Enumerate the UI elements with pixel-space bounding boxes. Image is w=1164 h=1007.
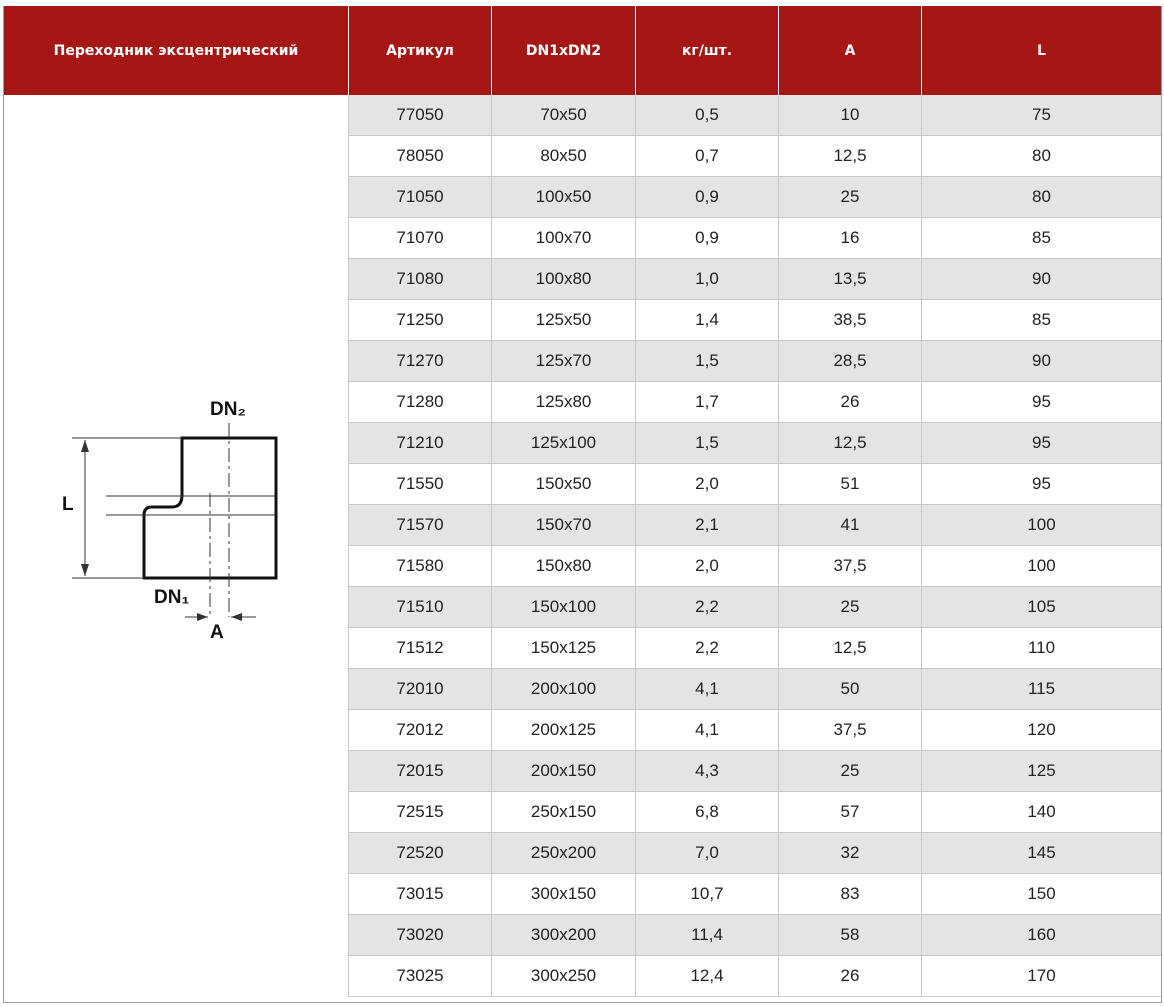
l-cell: 150 xyxy=(921,874,1161,914)
weight-cell: 2,2 xyxy=(635,587,778,627)
weight-cell: 0,9 xyxy=(635,218,778,258)
header-a: A xyxy=(778,6,921,95)
dn-cell: 200x100 xyxy=(491,669,635,709)
a-cell: 28,5 xyxy=(778,341,921,381)
dn-cell: 250x150 xyxy=(491,792,635,832)
table-row xyxy=(348,136,1161,177)
l-cell: 100 xyxy=(921,546,1161,586)
l-cell: 125 xyxy=(921,751,1161,791)
a-cell: 51 xyxy=(778,464,921,504)
l-cell: 90 xyxy=(921,341,1161,381)
weight-cell: 6,8 xyxy=(635,792,778,832)
a-cell: 13,5 xyxy=(778,259,921,299)
l-cell: 80 xyxy=(921,136,1161,176)
dn-cell: 125x80 xyxy=(491,382,635,422)
dn-cell: 125x50 xyxy=(491,300,635,340)
table-header xyxy=(4,6,1161,95)
table-row xyxy=(348,505,1161,546)
l-cell: 140 xyxy=(921,792,1161,832)
article-cell: 73025 xyxy=(348,956,491,996)
weight-cell: 1,7 xyxy=(635,382,778,422)
a-cell: 12,5 xyxy=(778,423,921,463)
article-cell: 78050 xyxy=(348,136,491,176)
l-cell: 80 xyxy=(921,177,1161,217)
l-cell: 75 xyxy=(921,95,1161,135)
weight-cell: 1,5 xyxy=(635,423,778,463)
table-row xyxy=(348,95,1161,136)
weight-cell: 2,0 xyxy=(635,546,778,586)
a-cell: 37,5 xyxy=(778,546,921,586)
a-cell: 16 xyxy=(778,218,921,258)
reducer-diagram xyxy=(40,395,300,655)
a-cell: 26 xyxy=(778,956,921,996)
weight-cell: 12,4 xyxy=(635,956,778,996)
header-l: L xyxy=(921,6,1161,95)
l-cell: 110 xyxy=(921,628,1161,668)
dn-cell: 70x50 xyxy=(491,95,635,135)
weight-cell: 0,9 xyxy=(635,177,778,217)
table-row xyxy=(348,874,1161,915)
table-row xyxy=(348,915,1161,956)
a-cell: 37,5 xyxy=(778,710,921,750)
a-cell: 58 xyxy=(778,915,921,955)
table-row xyxy=(348,792,1161,833)
weight-cell: 1,0 xyxy=(635,259,778,299)
l-cell: 95 xyxy=(921,423,1161,463)
header-dn: DN1xDN2 xyxy=(491,6,635,95)
l-cell: 95 xyxy=(921,382,1161,422)
dn-cell: 300x200 xyxy=(491,915,635,955)
article-cell: 71080 xyxy=(348,259,491,299)
article-cell: 72520 xyxy=(348,833,491,873)
dn-cell: 100x50 xyxy=(491,177,635,217)
article-cell: 77050 xyxy=(348,95,491,135)
table-row xyxy=(348,423,1161,464)
l-cell: 170 xyxy=(921,956,1161,996)
table-row xyxy=(348,300,1161,341)
weight-cell: 1,5 xyxy=(635,341,778,381)
l-cell: 120 xyxy=(921,710,1161,750)
dn-cell: 80x50 xyxy=(491,136,635,176)
a-cell: 50 xyxy=(778,669,921,709)
table-row xyxy=(348,546,1161,587)
table-row xyxy=(348,956,1161,997)
a-cell: 25 xyxy=(778,587,921,627)
a-cell: 57 xyxy=(778,792,921,832)
article-cell: 71570 xyxy=(348,505,491,545)
a-label: A xyxy=(210,622,224,643)
dn-cell: 150x50 xyxy=(491,464,635,504)
l-cell: 85 xyxy=(921,218,1161,258)
dn-cell: 200x125 xyxy=(491,710,635,750)
eccentric-reducer-drawing xyxy=(40,395,300,655)
article-cell: 71270 xyxy=(348,341,491,381)
a-cell: 83 xyxy=(778,874,921,914)
weight-cell: 4,1 xyxy=(635,669,778,709)
article-cell: 71280 xyxy=(348,382,491,422)
table-row xyxy=(348,710,1161,751)
a-cell: 38,5 xyxy=(778,300,921,340)
dn1-label: DN₁ xyxy=(154,587,190,608)
weight-cell: 11,4 xyxy=(635,915,778,955)
dn-cell: 300x150 xyxy=(491,874,635,914)
article-cell: 72515 xyxy=(348,792,491,832)
dn-cell: 100x70 xyxy=(491,218,635,258)
dn-cell: 150x80 xyxy=(491,546,635,586)
article-cell: 72012 xyxy=(348,710,491,750)
a-cell: 25 xyxy=(778,177,921,217)
a-cell: 12,5 xyxy=(778,628,921,668)
a-cell: 12,5 xyxy=(778,136,921,176)
l-cell: 95 xyxy=(921,464,1161,504)
table-row xyxy=(348,669,1161,710)
header-product-name: Переходник эксцентрический xyxy=(53,42,299,59)
l-cell: 90 xyxy=(921,259,1161,299)
table-row xyxy=(348,382,1161,423)
weight-cell: 2,2 xyxy=(635,628,778,668)
l-cell: 160 xyxy=(921,915,1161,955)
table-row xyxy=(348,751,1161,792)
table-row xyxy=(348,587,1161,628)
table-row xyxy=(348,341,1161,382)
dn-cell: 100x80 xyxy=(491,259,635,299)
article-cell: 71250 xyxy=(348,300,491,340)
weight-cell: 4,3 xyxy=(635,751,778,791)
a-cell: 25 xyxy=(778,751,921,791)
article-cell: 71550 xyxy=(348,464,491,504)
dn-cell: 125x70 xyxy=(491,341,635,381)
article-cell: 71512 xyxy=(348,628,491,668)
dn-cell: 150x125 xyxy=(491,628,635,668)
a-cell: 10 xyxy=(778,95,921,135)
a-cell: 41 xyxy=(778,505,921,545)
l-cell: 145 xyxy=(921,833,1161,873)
article-cell: 71580 xyxy=(348,546,491,586)
weight-cell: 2,0 xyxy=(635,464,778,504)
a-cell: 26 xyxy=(778,382,921,422)
article-cell: 71510 xyxy=(348,587,491,627)
dn-cell: 300x250 xyxy=(491,956,635,996)
dn-cell: 200x150 xyxy=(491,751,635,791)
weight-cell: 0,7 xyxy=(635,136,778,176)
l-cell: 100 xyxy=(921,505,1161,545)
l-cell: 85 xyxy=(921,300,1161,340)
table-row xyxy=(348,218,1161,259)
article-cell: 73015 xyxy=(348,874,491,914)
table-row xyxy=(348,464,1161,505)
table-row xyxy=(348,833,1161,874)
table-row xyxy=(348,259,1161,300)
article-cell: 73020 xyxy=(348,915,491,955)
table-row xyxy=(348,628,1161,669)
weight-cell: 10,7 xyxy=(635,874,778,914)
article-cell: 71070 xyxy=(348,218,491,258)
dn-cell: 150x70 xyxy=(491,505,635,545)
article-cell: 71210 xyxy=(348,423,491,463)
header-article: Артикул xyxy=(348,6,491,95)
weight-cell: 0,5 xyxy=(635,95,778,135)
weight-cell: 4,1 xyxy=(635,710,778,750)
table-row xyxy=(348,177,1161,218)
dn-cell: 125x100 xyxy=(491,423,635,463)
l-label: L xyxy=(62,494,74,515)
dn2-label: DN₂ xyxy=(210,399,246,420)
dn-cell: 250x200 xyxy=(491,833,635,873)
a-cell: 32 xyxy=(778,833,921,873)
article-cell: 72010 xyxy=(348,669,491,709)
article-cell: 72015 xyxy=(348,751,491,791)
weight-cell: 1,4 xyxy=(635,300,778,340)
l-cell: 115 xyxy=(921,669,1161,709)
dn-cell: 150x100 xyxy=(491,587,635,627)
l-cell: 105 xyxy=(921,587,1161,627)
header-weight: кг/шт. xyxy=(635,6,778,95)
weight-cell: 7,0 xyxy=(635,833,778,873)
article-cell: 71050 xyxy=(348,177,491,217)
weight-cell: 2,1 xyxy=(635,505,778,545)
